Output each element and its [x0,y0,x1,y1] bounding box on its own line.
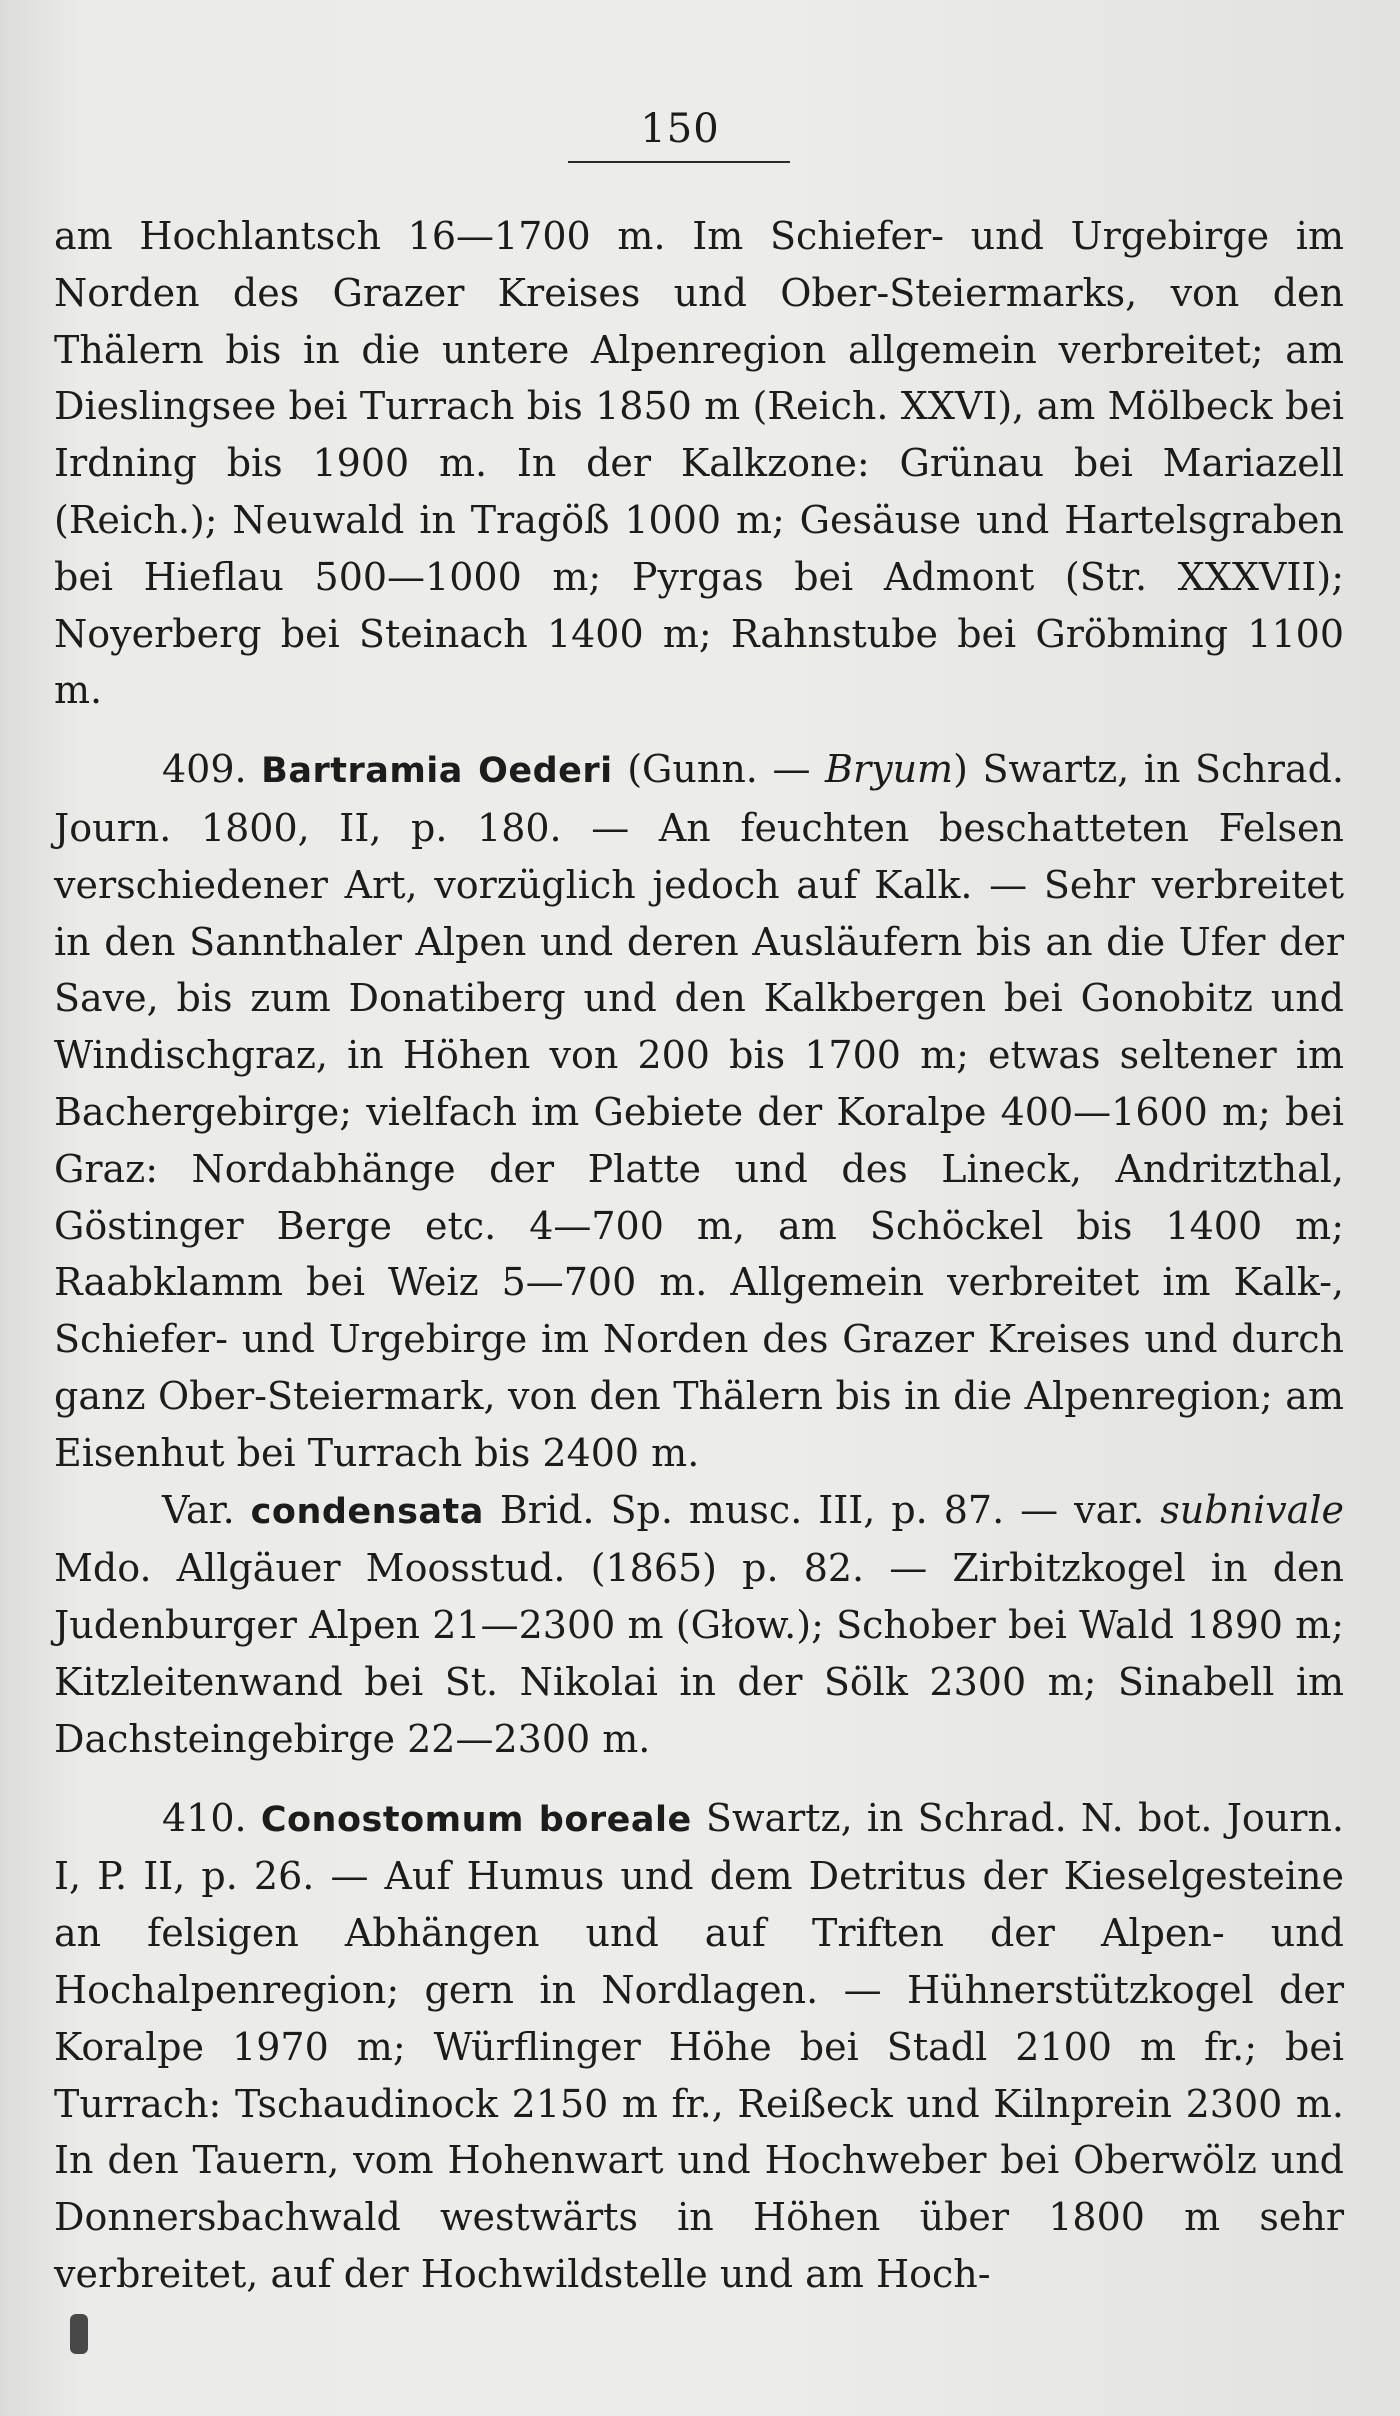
header-rule [568,161,790,163]
author-open: (Gunn. — [612,747,826,792]
body-text [54,208,1344,2303]
species-name: Conostomum boreale [260,1799,692,1840]
ink-blot [70,2314,88,2354]
entry-number: 409. [162,747,247,792]
paragraph-text: am Hochlantsch 16—1700 m. Im Schiefer- und Urgebirge im Norden des Grazer Kreises und Ober-Steiermarks, von den Thälern bis in die untere Alpenregion allgemein verbreitet; am Dieslingsee bei Turrach bis 1850 m (Reich. XXVI), am Mölbeck bei Irdning bis 1900 m. In der Kalkzone: Grünau bei Mariazell (Reich.); Neuwald in Tragöß 1000 m; Gesäuse und Hartelsgraben bei Hieflau 500—1000 m; Pyrgas bei Admont (Str. XXXVII); Noyerberg bei Steinach 1400 m; Rahnstube bei Gröbming 1100 m. [54,214,1344,713]
page-number: 150 [640,106,720,152]
variety-prefix: Var. [162,1487,235,1532]
variety-name: condensata [250,1491,484,1532]
paragraph-continuation [54,208,1344,719]
synonym-genus: Bryum [825,747,954,792]
species-name: Bartramia Oederi [261,751,613,792]
variety-condensata [54,1482,1344,1768]
entry-text: ) Swartz, in Schrad. Journ. 1800, II, p. 180. — An feuchten beschatteten Felsen verschiedener Art, vorzüglich jedoch auf Kalk. — Sehr verbreitet in den Sannthaler Alpen und deren Ausläufern bis an die Ufer der Save, bis zum Donatiberg und den Kalkbergen bei Gonobitz und Windischgraz, in Höhen von 200 bis 1700 m; etwas seltener im Bachergebirge; vielfach im Gebiete der Koralpe 400—1600 m; bei Graz: Nordabhänge der Platte und des Lineck, Andritzthal, Göstinger Berge etc. 4—700 m, am Schöckel bis 1400 m; Raabklamm bei Weiz 5—700 m. Allgemein verbreitet im Kalk-, Schiefer- und Urgebirge im Norden des Grazer Kreises und durch ganz Ober-Steiermark, von den Thälern bis in die Alpenregion; am Eisenhut bei Turrach bis 2400 m. [54,747,1344,1475]
entry-410 [54,1790,1344,2303]
subvariety-name: subnivale [1160,1487,1344,1532]
variety-text-1: Brid. Sp. musc. III, p. 87. — var. [483,1487,1161,1532]
entry-text: Swartz, in Schrad. N. bot. Journ. I, P. II, p. 26. — Auf Humus und dem Detritus der Kieselgesteine an felsigen Abhängen und auf Triften der Alpen- und Hochalpenregion; gern in Nordlagen. — Hühnerstützkogel der Koralpe 1970 m; Würflinger Höhe bei Stadl 2100 m fr.; bei Turrach: Tschaudinock 2150 m fr., Reißeck und Kilnprein 2300 m. In den Tauern, vom Hohenwart und Hochweber bei Oberwölz und Donnersbachwald westwärts in Höhen über 1800 m sehr verbreitet, auf der Hochwildstelle und am Hoch- [54,1795,1344,2296]
variety-text-2: Mdo. Allgäuer Moosstud. (1865) p. 82. — Zirbitzkogel in den Judenburger Alpen 21—2300 m (Głow.); Schober bei Wald 1890 m; Kitzleitenwand bei St. Nikolai in der Sölk 2300 m; Sinabell im Dachsteingebirge 22—2300 m. [54,1546,1344,1761]
entry-409 [54,741,1344,1481]
entry-number: 410. [162,1795,247,1840]
